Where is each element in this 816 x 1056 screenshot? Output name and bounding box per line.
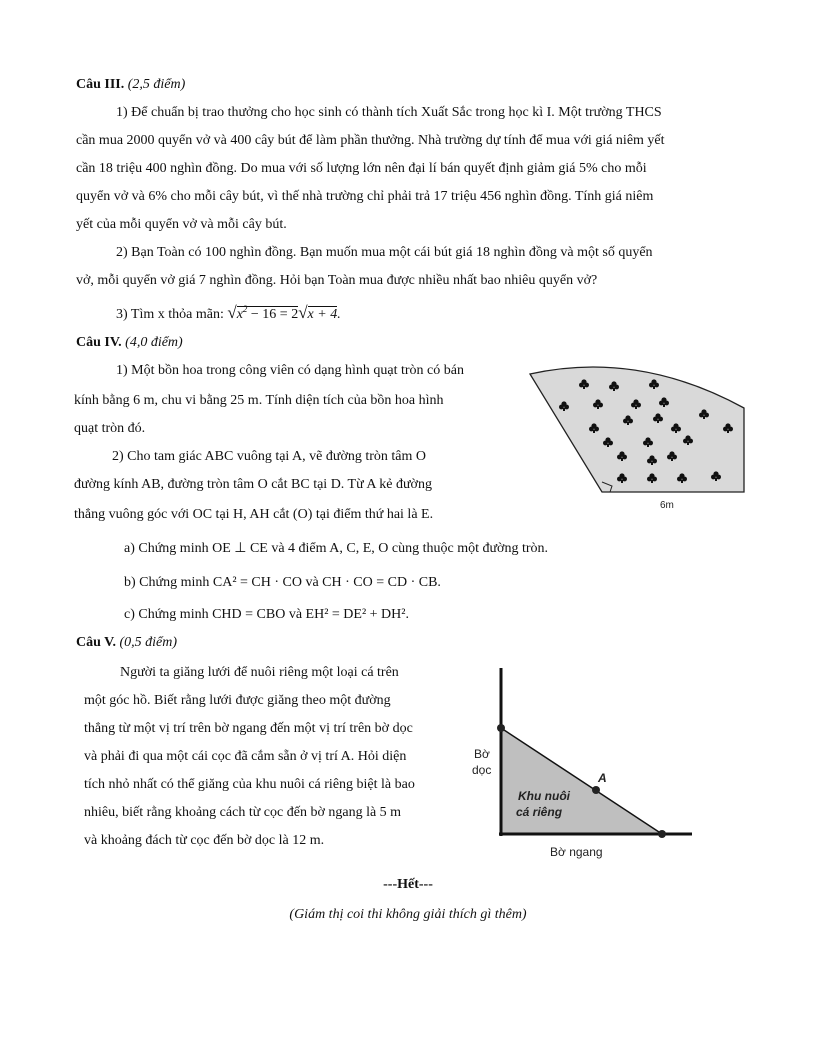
cau3-equation: $√x^2 - 16 = 2√x + 4$. (227, 303, 341, 322)
label-bo-doc-2: dọc (472, 763, 492, 777)
label-zone-1: Khu nuôi (518, 789, 570, 803)
cau3-heading (76, 76, 185, 94)
cau4-p2-line3: thẳng vuông góc với OC tại H, AH cắt (O) tại điểm thứ hai là E. (74, 507, 434, 522)
cau4-p1-line3: quạt tròn đó. (74, 421, 146, 436)
proctor-note: (Giám thị coi thi không giải thích gì thêm) (289, 907, 527, 922)
cau5-line5: tích nhỏ nhất có thể giăng của khu nuôi cá riêng biệt là bao (84, 777, 415, 792)
cau3-p1-line5: yết của mỗi quyển vở và mỗi cây bút. (76, 217, 287, 232)
cau4-p2-line2: đường kính AB, đường tròn tâm O cắt BC tại D. Từ A kẻ đường (74, 477, 432, 492)
cau5-title: Câu V. (76, 635, 116, 650)
cau4-part-c: c) Chứng minh CHD = CBO và EH² = DE² + DH². (124, 607, 409, 622)
cau5-line2: một góc hồ. Biết rằng lưới được giăng theo một đường (84, 693, 391, 708)
cau5-line3: thẳng từ một vị trí trên bờ ngang đến một vị trí trên bờ dọc (84, 721, 413, 736)
net-top-point (497, 724, 505, 732)
eq-mid: − 16 = 2 (247, 307, 299, 322)
flowerbed-sector-figure (528, 356, 750, 514)
cau5-line7: và khoảng đách từ cọc đến bờ dọc là 12 m. (84, 833, 325, 848)
stake-point-a (592, 786, 600, 794)
cau4-points: (4,0 điểm) (125, 335, 183, 350)
cau3-p2-line1: 2) Bạn Toàn có 100 nghìn đồng. Bạn muốn mua một cái bút giá 18 nghìn đồng và một số quyển (116, 245, 653, 260)
cau5-line1: Người ta giăng lưới để nuôi riêng một loại cá trên (120, 665, 399, 680)
cau3-p3 (116, 304, 341, 324)
eq-right: x + 4 (307, 307, 338, 322)
cau4-heading (76, 334, 183, 352)
cau4-title: Câu IV. (76, 335, 122, 350)
end-marker: ---Hết--- (383, 877, 433, 892)
eq-var-x: x (236, 307, 243, 322)
cau5-points: (0,5 điểm) (119, 635, 177, 650)
cau3-p1-line4: quyển vở và 6% cho mỗi cây bút, vì thế nhà trường chỉ phải trả 17 triệu 456 nghìn đồng. Tính giá niêm (76, 189, 654, 204)
cau3-title: Câu III. (76, 77, 125, 92)
cau5-line6: nhiêu, biết rằng khoảng cách từ cọc đến bờ ngang là 5 m (84, 805, 402, 820)
label-bo-doc-1: Bờ (474, 747, 490, 761)
cau3-points: (2,5 điểm) (127, 77, 186, 92)
label-point-a: A (598, 771, 607, 785)
cau3-p1-line3: cần 18 triệu 400 nghìn đồng. Do mua với số lượng lớn nên đại lí bán quyết định giảm giá 5% cho mỗi (76, 161, 647, 176)
label-bo-ngang: Bờ ngang (550, 845, 603, 859)
cau3-p1-line2: cần mua 2000 quyển vở và 400 cây bút để làm phần thưởng. Nhà trường dự tính để mua với giá niêm yết (76, 133, 665, 148)
cau3-p1-line1: 1) Để chuẩn bị trao thưởng cho học sinh có thành tích Xuất Sắc trong học kì I. Một trường THCS (116, 105, 662, 120)
cau4-p2-line1: 2) Cho tam giác ABC vuông tại A, vẽ đường tròn tâm O (112, 449, 427, 464)
net-bottom-point (658, 830, 666, 838)
cau4-p1-line1: 1) Một bồn hoa trong công viên có dạng hình quạt tròn có bán (116, 363, 464, 378)
radius-label: 6m (660, 500, 674, 511)
cau5-line4: và phải đi qua một cái cọc đã cắm sẵn ở vị trí A. Hỏi diện (84, 749, 407, 764)
cau5-heading (76, 634, 177, 652)
cau3-p2-line2: vở, mỗi quyển vở giá 7 nghìn đồng. Hỏi bạn Toàn mua được nhiều nhất bao nhiêu quyển vở? (76, 273, 598, 288)
label-zone-2: cá riêng (516, 805, 563, 819)
cau4-p1-line2: kính bằng 6 m, chu vi bằng 25 m. Tính diện tích của bồn hoa hình (74, 393, 444, 408)
cau4-part-b: b) Chứng minh CA² = CH · CO và CH · CO = CD · CB. (124, 575, 441, 590)
fish-pond-figure (468, 664, 698, 864)
cau4-part-a: a) Chứng minh OE ⊥ CE và 4 điểm A, C, E, O cùng thuộc một đường tròn. (124, 541, 549, 556)
sector-shape (530, 367, 744, 492)
cau3-p3-prefix: 3) Tìm x thỏa mãn: (116, 307, 224, 322)
